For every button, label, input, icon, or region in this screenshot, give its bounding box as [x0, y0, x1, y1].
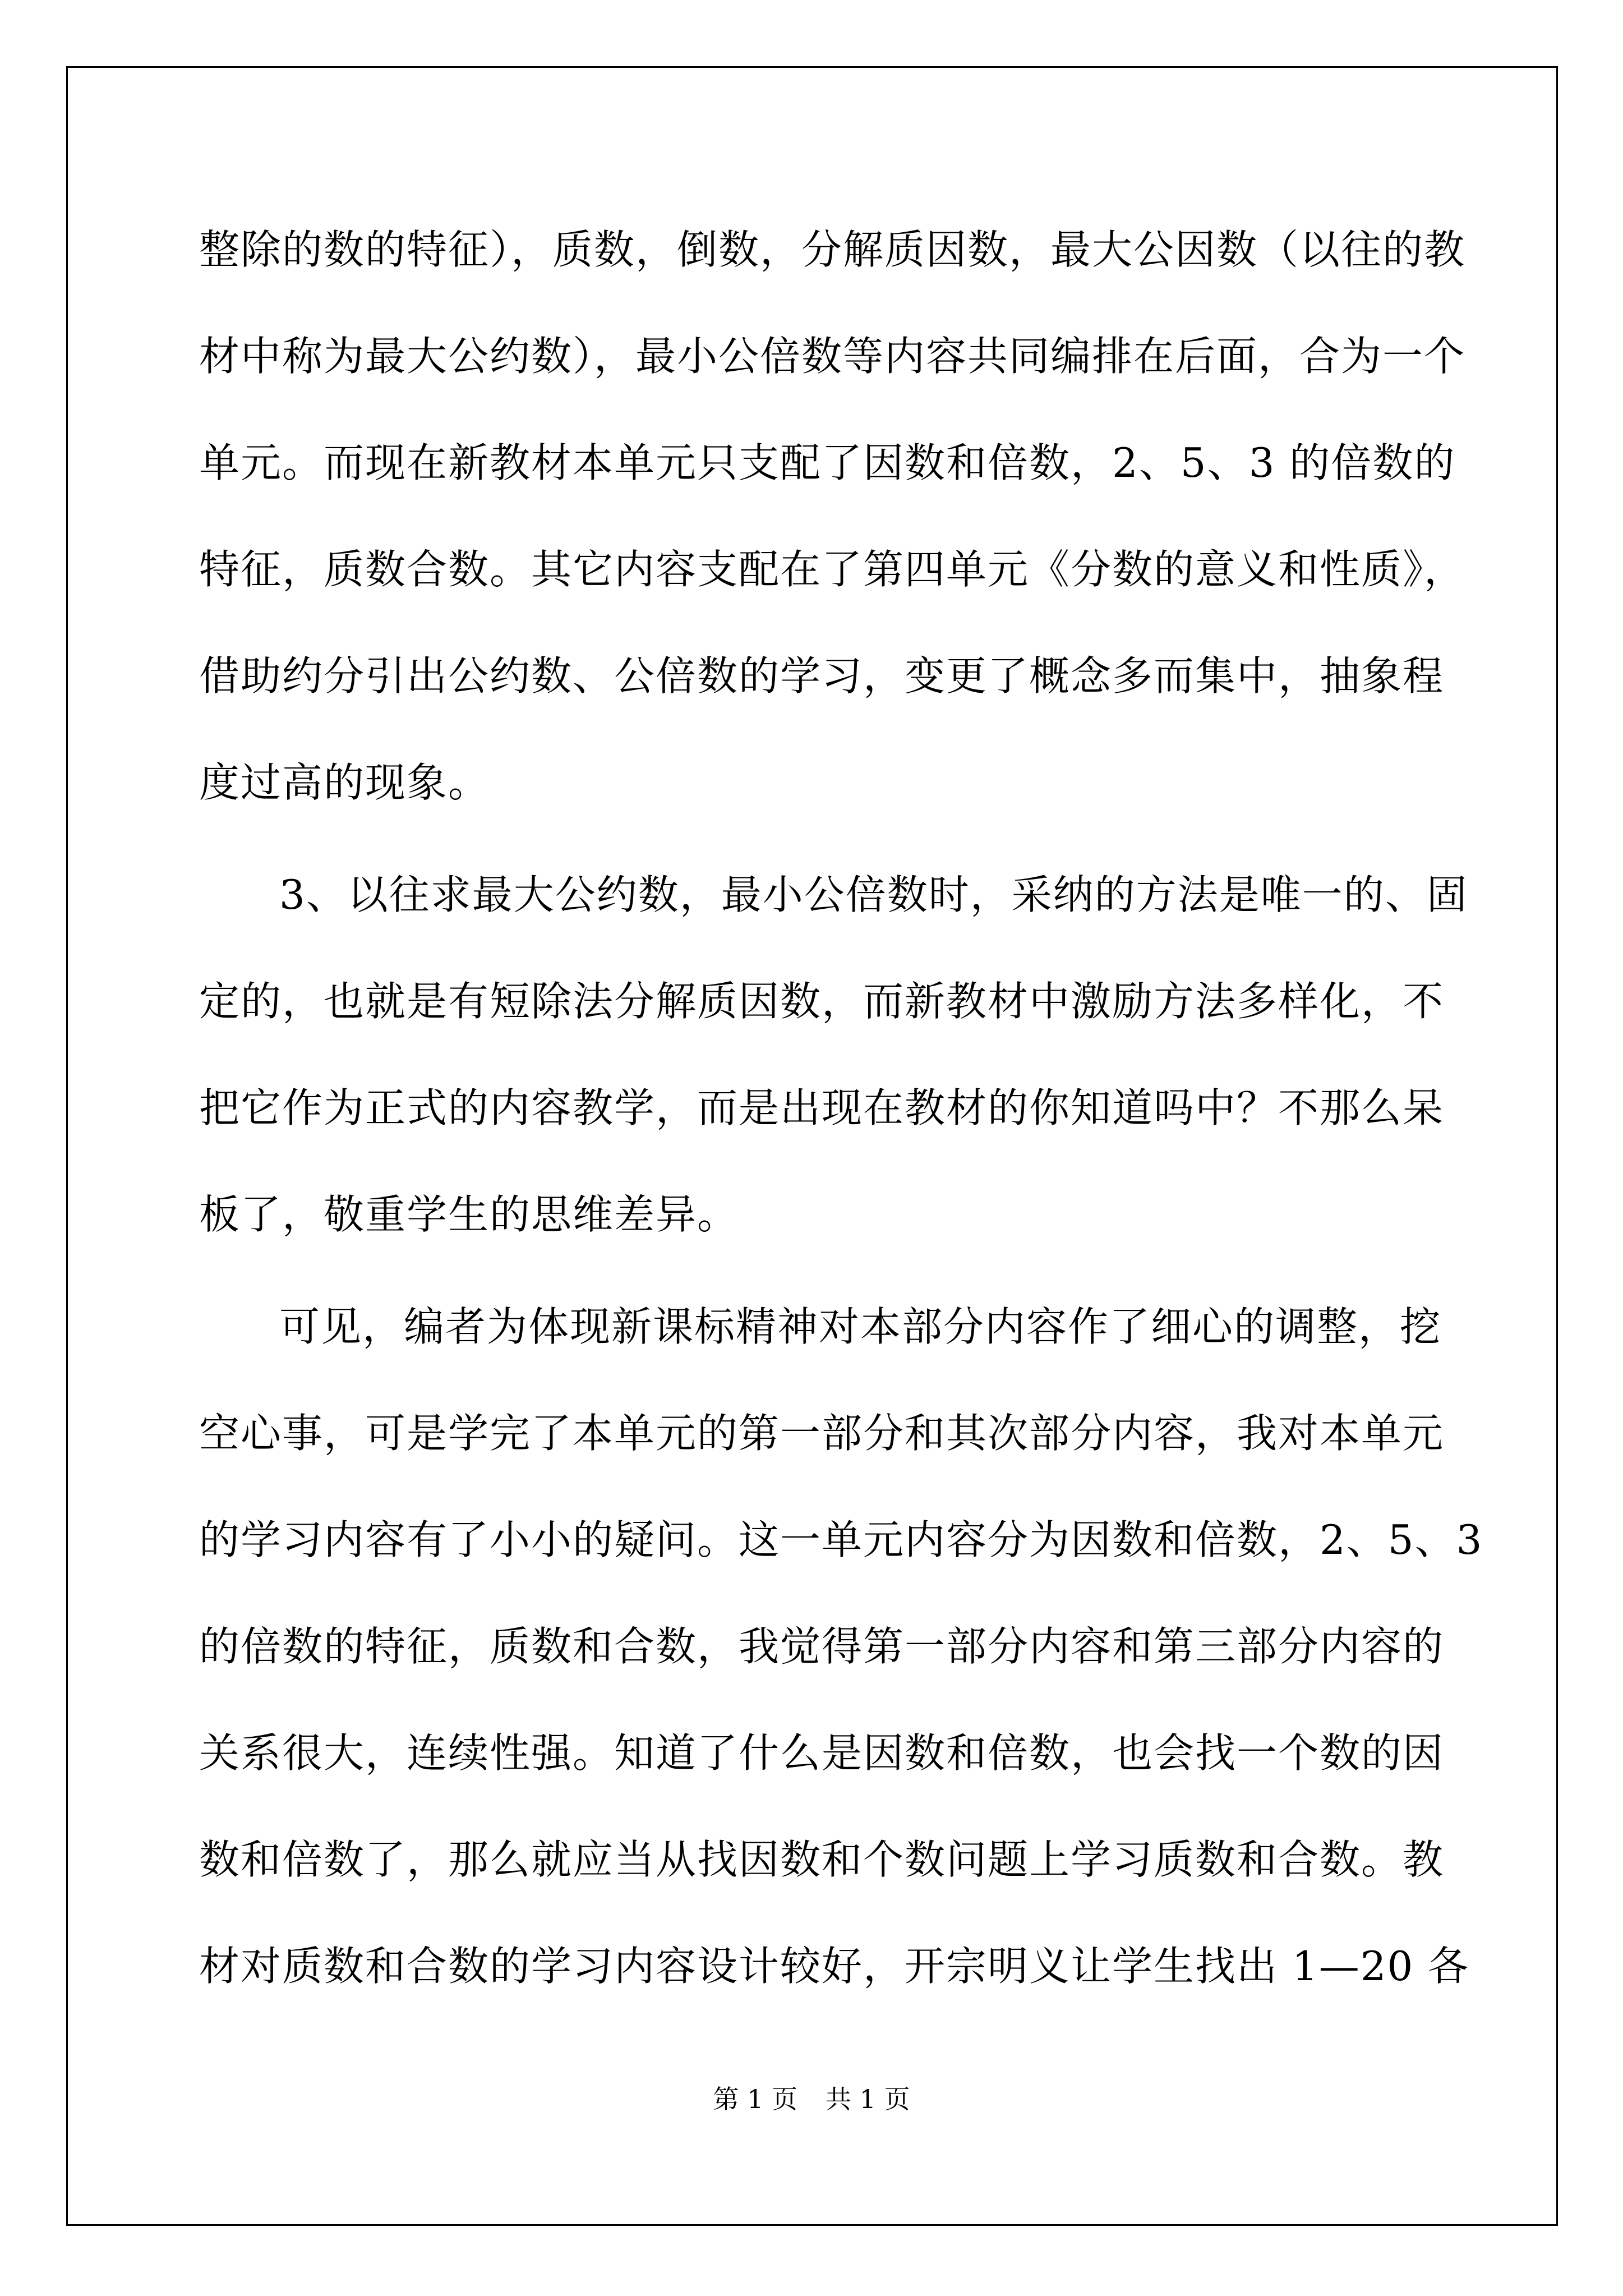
text-line: 度过高的现象。: [199, 759, 490, 806]
page-border: [66, 66, 1558, 2226]
total-pages: 共 1 页: [826, 2084, 910, 2114]
text-line: 定的，也就是有短除法分解质因数，而新教材中激励方法多样化，不: [199, 978, 1445, 1025]
text-line: 把它作为正式的内容教学，而是出现在教材的你知道吗中？不那么呆: [199, 1084, 1445, 1131]
paragraph-first-line: 3、以往求最大公约数，最小公倍数时，采纳的方法是唯一的、固: [279, 871, 1468, 918]
text-line: 板了，敬重学生的思维差异。: [199, 1191, 739, 1238]
text-line: 材对质数和合数的学习内容设计较好，开宗明义让学生找出 1—20 各: [199, 1943, 1470, 1990]
text-line: 关系很大，连续性强。知道了什么是因数和倍数，也会找一个数的因: [199, 1729, 1445, 1777]
text-line: 特征，质数合数。其它内容支配在了第四单元《分数的意义和性质》，: [199, 546, 1466, 593]
text-line: 单元。而现在新教材本单元只支配了因数和倍数，2、5、3 的倍数的: [199, 439, 1456, 486]
page-footer: [0, 2082, 1623, 2116]
paragraph-first-line: 可见，编者为体现新课标精神对本部分内容作了细心的调整，挖: [279, 1303, 1442, 1350]
text-line: 空心事，可是学完了本单元的第一部分和其次部分内容，我对本单元: [199, 1410, 1445, 1457]
text-line: 数和倍数了，那么就应当从找因数和个数问题上学习质数和合数。教: [199, 1836, 1445, 1883]
text-line: 材中称为最大公约数），最小公倍数等内容共同编排在后面，合为一个: [199, 333, 1466, 380]
text-line: 的学习内容有了小小的疑问。这一单元内容分为因数和倍数，2、5、3: [199, 1516, 1483, 1563]
page-number: 第 1 页: [713, 2084, 797, 2114]
text-line: 的倍数的特征，质数和合数，我觉得第一部分内容和第三部分内容的: [199, 1623, 1445, 1670]
text-line: 借助约分引出公约数、公倍数的学习，变更了概念多而集中，抽象程: [199, 652, 1445, 700]
text-line: 整除的数的特征），质数，倒数，分解质因数，最大公因数（以往的教: [199, 226, 1466, 273]
